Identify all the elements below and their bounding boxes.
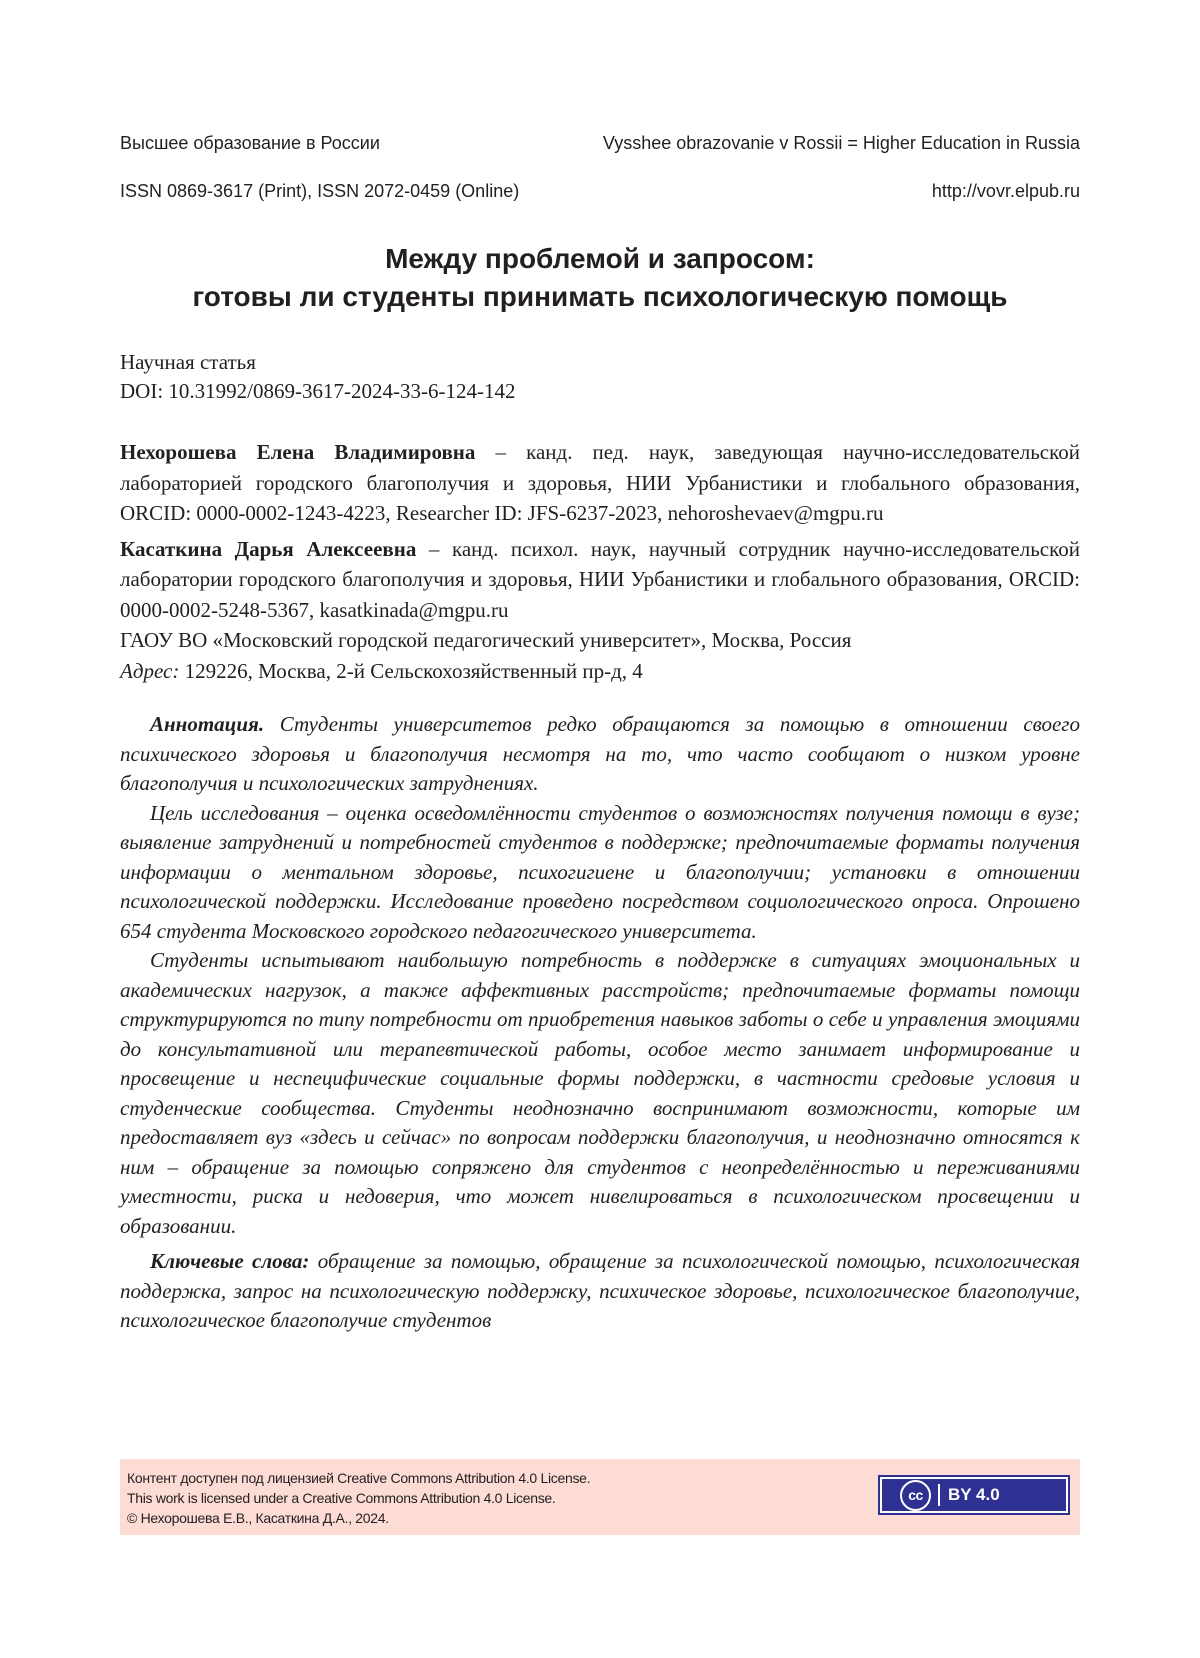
doi: DOI: 10.31992/0869-3617-2024-33-6-124-142 [120,379,516,403]
journal-title-ru: Высшее образование в России [120,133,380,153]
author-2-name: Касаткина Дарья Алексеевна [120,536,417,561]
license-line-en: This work is licensed under a Creative Commons Attribution 4.0 License. [127,1490,556,1506]
author-1 [120,437,1080,529]
author-1-name: Нехорошева Елена Владимировна [120,440,476,464]
article-title-line-2: готовы ли студенты принимать психологическую помощь [192,281,1008,312]
cc-badge-inner [882,1479,1066,1511]
abstract-text-1: Студенты университетов редко обращаются за помощью в отношении своего психического здоровья и благополучия несмотря на то, что часто сообщают о низком уровне благополучия и психологических затруднениях. [120,712,1080,795]
author-2-details: – канд. психол. наук, научный сотрудник научно-исследовательской лаборатории городского благополучия и здоровья, НИИ Урбанистики и глобального образования, ORCID: 0000-0002-5248-5367, kasatkinada@mgpu.ru [120,536,1080,622]
abstract-paragraph-3: Студенты испытывают наибольшую потребность в поддержке в ситуациях эмоциональных и академических нагрузок, а также аффективных расстройств; предпочитаемые форматы помощи структурируются по типу потребности от приобретения навыков заботы о себе и управления эмоциями до консультативной или терапевтической работы, особое место занимает информирование и просвещение и неспецифические социальные формы поддержки, в частности средовые условия и студенческие сообщества. Студенты неоднозначно воспринимают возможности, которые им предоставляет вуз «здесь и сейчас» по вопросам поддержки благополучия, и неоднозначно относятся к ним – обращение за помощью сопряжено для студентов с неопределённостью и переживаниями уместности, риска и недоверия, что может нивелироваться в психологическом просвещении и образовании. [120,948,1080,1238]
article-title [120,240,1080,316]
license-box [120,1459,1080,1535]
journal-url-link[interactable]: http://vovr.elpub.ru [931,181,1080,201]
author-1-details: – канд. пед. наук, заведующая научно-исследовательской лабораторией городского благополучия и здоровья, НИИ Урбанистики и глобального образования, ORCID: 0000-0002-1243-4223, Researcher ID: JFS-6237-2023, nehoroshevaev@mgpu.ru [120,440,1080,525]
issn: ISSN 0869-3617 (Print), ISSN 2072-0459 (Online) [120,181,520,201]
license-line-ru: Контент доступен под лицензией Creative Commons Attribution 4.0 License. [127,1470,591,1486]
cc-by-badge[interactable] [878,1475,1070,1515]
article-type: Научная статья [120,350,256,374]
journal-title-en: Vysshee obrazovanie v Rossii = Higher Education in Russia [602,133,1080,153]
keywords-label: Ключевые слова: [150,1249,310,1273]
cc-by-label: BY 4.0 [948,1485,1000,1504]
address [120,656,1080,687]
address-value: 129226, Москва, 2-й Сельскохозяйственный пр-д, 4 [179,658,643,683]
abstract [120,710,1080,1336]
abstract-paragraph-1 [120,710,1080,799]
author-2 [120,534,1080,626]
article-title-line-1: Между проблемой и запросом: [385,243,815,274]
abstract-paragraph-2: Цель исследования – оценка осведомлённости студентов о возможностях получения помощи в вузе; выявление затруднений и потребностей студентов в поддержке; предпочитаемые форматы получения информации о ментальном здоровье, психогигиене и благополучии; установки в отношении психологической поддержки. Исследование проведено посредством социологического опроса. Опрошено 654 студента Московского городского педагогического университета. [120,800,1080,943]
copyright-line: © Нехорошева Е.В., Касаткина Д.А., 2024. [127,1510,389,1526]
address-label: Адрес: [120,658,180,683]
abstract-label: Аннотация. [150,712,265,736]
keywords [120,1247,1080,1336]
badge-divider [938,1484,940,1506]
license-text [127,1468,590,1528]
affiliation: ГАОУ ВО «Московский городской педагогический университет», Москва, Россия [120,628,852,652]
keywords-value: обращение за помощью, обращение за психологической помощью, психологическая поддержка, запрос на психологическую поддержку, психическое здоровье, психологическое благополучие, психологическое благополучие студентов [120,1249,1080,1332]
cc-logo-icon: cc [900,1480,931,1511]
authors-block [120,437,1080,686]
